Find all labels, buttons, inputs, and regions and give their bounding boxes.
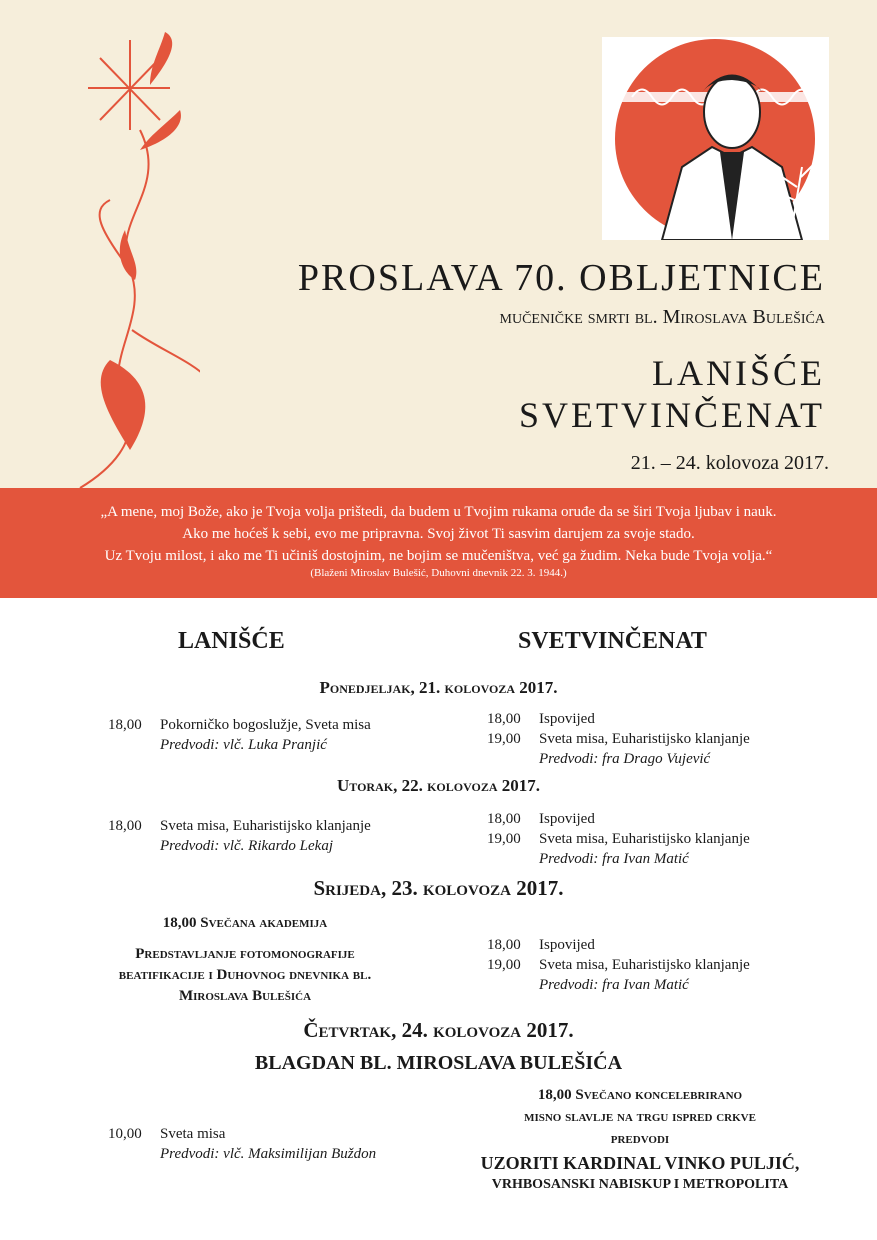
place-svetvincenat: SVETVINČENAT <box>519 395 825 435</box>
quote-line-1: „A mene, moj Bože, ako je Tvoja volja prištedi, da budem u Tvojim rukama oruđe da se širi Tvoja ljubav i nauk. <box>100 504 777 520</box>
day-3-heading: Srijeda, 23. kolovoza 2017. <box>313 876 564 900</box>
d1-right-entry: 18,00 Ispovijed 19,00 Sveta misa, Euharistijsko klanjanje Predvodi: fra Drago Vujević <box>487 711 750 767</box>
day-4-heading: Četvrtak, 24. kolovoza 2017. <box>303 1018 574 1042</box>
d3-left-presentation: Predstavljanje fotomonografije beatifikacije i Duhovnog dnevnika bl. Miroslava Bulešića <box>118 946 372 1004</box>
column-heading-lanisce: LANIŠĆE <box>178 628 285 654</box>
quote-band <box>0 488 877 598</box>
portrait-illustration <box>602 37 829 240</box>
day-4-feast: BLAGDAN BL. MIROSLAVA BULEŠIĆA <box>254 1052 623 1074</box>
place-lanisce: LANIŠĆE <box>652 353 825 393</box>
d3-left-akademija: 18,00 Svečana akademija <box>162 915 328 931</box>
d3-right-entry: 18,00 Ispovijed 19,00 Sveta misa, Euharistijsko klanjanje Predvodi: fra Ivan Matić <box>487 937 750 993</box>
event-dates: 21. – 24. kolovoza 2017. <box>630 452 829 474</box>
d2-right-entry: 18,00 Ispovijed 19,00 Sveta misa, Euharistijsko klanjanje Predvodi: fra Ivan Matić <box>487 811 750 867</box>
d2-left-entry: 18,00 Sveta misa, Euharistijsko klanjanje Predvodi: vlč. Rikardo Lekaj <box>108 818 371 854</box>
d1-left-entry: 18,00 Pokorničko bogoslužje, Sveta misa Predvodi: vlč. Luka Pranjić <box>108 717 371 753</box>
d4-left-entry: 10,00 Sveta misa Predvodi: vlč. Maksimilijan Buždon <box>108 1126 377 1162</box>
quote-line-3: Uz Tvoju milost, i ako me Ti učiniš dostojnim, ne bojim se mučeništva, već ga žudim. Neka bude Tvoja volja.“ <box>104 548 773 564</box>
day-1-heading: Ponedjeljak, 21. kolovoza 2017. <box>319 678 558 697</box>
places-heading <box>519 352 825 436</box>
page-title: PROSLAVA 70. OBLJETNICE <box>297 257 825 299</box>
d4-right-entry: 18,00 Svečano koncelebrirano misno slavlje na trgu ispred crkve predvodi UZORITI KARDINAL VINKO PULJIĆ, VRHBOSANSKI NABISKUP I METROPOLITA <box>480 1087 800 1192</box>
floral-cross-ornament <box>70 30 200 490</box>
column-heading-svetvincenat: SVETVINČENAT <box>518 628 707 654</box>
day-2-heading: Utorak, 22. kolovoza 2017. <box>337 776 540 795</box>
quote-source: (Blaženi Miroslav Bulešić, Duhovni dnevnik 22. 3. 1944.) <box>310 567 567 579</box>
quote-line-2: Ako me hoćeš k sebi, evo me pripravna. Svoj život Ti sasvim darujem za svoje stado. <box>182 526 695 542</box>
page-subtitle: mučeničke smrti bl. Miroslava Bulešića <box>499 306 825 328</box>
portrait-image <box>602 37 829 240</box>
